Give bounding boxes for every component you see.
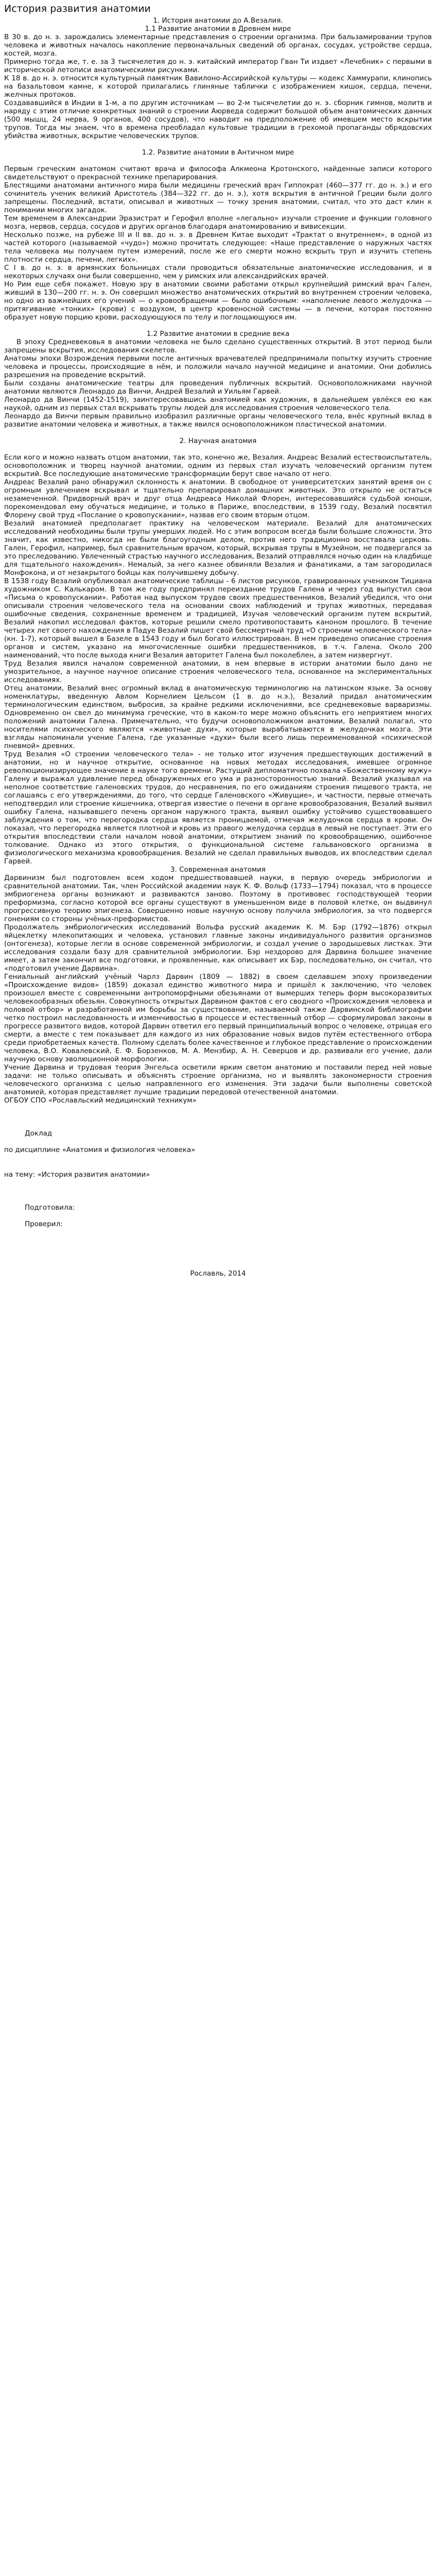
discipline-line: по дисциплине «Анатомия и физиология человека»: [4, 1146, 196, 1154]
spacer: [4, 1121, 432, 1129]
paragraph: Учение Дарвина и трудовая теория Энгельса осветили ярким светом анатомию и поставили перед ней новые задачи: не только описывать и объяснять строение организма, но и выявлять закономерности строения человеческого организма с целью направленного его изменения. Эти задачи были выполнены советской анатомией, которая представляет лучшие традиции передовой отечественной анатомии.: [4, 1063, 432, 1096]
paragraph: С I в. до н. э. в армянских больницах стали проводиться обязательные анатомические исследования, и в некоторых случаях они были совершенно, чем у римских или александрийских врачей.: [4, 264, 432, 280]
document-page: [0, 0, 436, 1282]
spacer: [4, 1179, 432, 1187]
heading-section-1-2: 1.2. Развитие анатомии в Античном мире: [142, 148, 294, 157]
spacer: [4, 429, 432, 437]
section-1-2-body: [4, 165, 432, 321]
organization-name: ОГБОУ СПО «Рославльский медицинский техникум»: [4, 1096, 197, 1105]
spacer: [4, 1253, 432, 1261]
document-title: История развития анатомии: [4, 3, 151, 14]
place-and-year: Рославль, 2014: [190, 1269, 246, 1278]
heading-section-3: 3. Современная анатомия: [170, 866, 266, 874]
paragraph: Тем временем в Александрии Эразистрат и Герофил вполне «легально» изучали строение и функции головного мозга, нервов, сердца, сосудов и других органов благодаря анатомированию и вивисекции.: [4, 214, 432, 231]
spacer: [4, 1154, 432, 1162]
heading-section-1-3: 1.2 Развитие анатомии в средние века: [146, 330, 290, 338]
spacer: [4, 1245, 432, 1253]
topic-line: на тему: «История развития анатомии»: [4, 1171, 150, 1179]
spacer: [4, 1236, 432, 1245]
checked-by-label: Проверил:: [25, 1220, 63, 1228]
spacer: [4, 1162, 432, 1171]
heading-section-1-1: 1.1 Развитие анатомии в Древнем мире: [145, 25, 291, 33]
spacer: [4, 321, 432, 330]
spacer: [4, 1113, 432, 1121]
prepared-by-label: Подготовила:: [25, 1204, 75, 1212]
paragraph: Гениальный английский учёный Чарлз Дарвин (1809 — 1882) в своем сделавшем эпоху произведении «Происхождение видов» (1859) доказал единство животного мира и пришёл к заключению, что человек произошел вместе с современными антропоморфными обезьянами от вымерших теперь форм высокоразвитых человекообразных обезьян. Совокупность открытых Дарвином фактов с его сводного «Происхождения человека и половой отбор» и разработанной им борьбы за существование, называемой также Дарвинской библиографии четко построил наследованность и изменчивостью в процессе и естественный отбор — сформулировал законы в прогрессе развитого видов, которой Дарвин ответил его первый принципиальный вопрос о человеке, отрицая его смерти, а вместе с тем показывает для каждого из них образование новых видов путём естественного отбора среди приобретаемых качеств. Полному сделать более качественное и глубокое представление о происхождении человека, В.О. Ковалевский, Е. Ф. Борзенков, М. А. Мензбир, А. Н. Северцов и др. развивали его учение, дали научную основу эволюционной морфологии.: [4, 973, 432, 1063]
paragraph: В эпоху Средневековья в анатомии человека не было сделано существенных открытий. В этот период были запрещены вскрытия, исследования скелетов.: [4, 338, 432, 354]
paragraph: Леонардо да Винчи (1452-1519), заинтересовавшись анатомией как художник, в дальнейшем увлёкся ею как наукой, одним из первых стал вскрывать трупы людей для исследования строения человеческого тела.: [4, 396, 432, 412]
section-3-body: [4, 874, 432, 1096]
paragraph: Андреас Везалий рано обнаружил склонность к анатомии. В свободное от университетских занятий время он с огромным увлечением вскрывал и тщательно препарировал домашних животных. Это открыло не остаться незамеченной. Придворный врач и друг отца Андреаса Николай Флорен, интересовавшийся судьбой юноши, порекомендовал ему обучаться медицине, и только в Париже, впоследствии, в 1539 году, Везалий посвятил Флорену свой труд «Послание о кровопускании», назвав его своим вторым отцом.: [4, 478, 432, 519]
spacer: [4, 1138, 432, 1146]
spacer: [4, 1212, 432, 1220]
spacer: [4, 1105, 432, 1113]
paragraph: Леонардо да Винчи первым правильно изобразил различные органы человеческого тела, внёс крупный вклад в развитие анатомии человека и животных, а также явился основоположником пластической анатомии.: [4, 412, 432, 429]
spacer: [4, 1261, 432, 1269]
spacer: [4, 1187, 432, 1195]
document-type: Доклад: [25, 1129, 53, 1138]
paragraph: Труд Везалия явился началом современной анатомии, в нем впервые в истории анатомии было дано не умозрительное, а научное научное описание строения человеческого тела, основанное на экспериментальных исследованиях.: [4, 659, 432, 684]
section-1-1-body: [4, 33, 432, 140]
heading-section-1: 1. История анатомии до А.Везалия.: [153, 16, 283, 25]
section-2-body: [4, 453, 432, 866]
spacer: [4, 140, 432, 148]
spacer: [4, 157, 432, 165]
paragraph: Дарвинизм был подготовлен всем ходом предшествовавшей науки, в первую очередь эмбриологии и сравнительной анатомии. Так, член Российской академии наук К. Ф. Вольф (1733—1794) показал, что в процессе эмбриогенеза органы возникают и развиваются заново. Поэтому в противовес господствующей теории преформизма, согласно которой все органы существуют в уменьшенном виде в половой клетке, он выдвинул прогрессивную теорию эпигенеза. Совершенно новые научную основу получила эмбриология, за что подвергся гонениям со стороны учёных-преформистов.: [4, 874, 432, 923]
paragraph: Создававшийся в Индии в 1-м, а по другим источникам — во 2-м тысячелетии до н. э. сборник гимнов, молитв и наряду с этим отличие конкретных знаний о строении Аюрведа содержит большой объем анатомических данных (500 мышц, 24 нерва, 9 органов, 400 сосудов), что наводит на предположение об имевшем место вскрытии трупов. Тогда мы знаем, что в времена преобладал культовые традиции в грехомой пропаганды обрядовских убийства животных, вскрытие человеческих трупов.: [4, 99, 432, 140]
heading-section-2: 2. Научная анатомия: [179, 437, 257, 445]
paragraph: Отец анатомии, Везалий внес огромный вклад в анатомическую терминологию на латинском языке. За основу номенклатуры, введенную Авлом Корнелием Цельсом (1 в. до н.э.), Везалий придал анатомическим терминологическим единством, выбросив, за крайне редкими исключениями, все средневековые варваризмы. Одновременно он свел до минимума греческие, что в каком-то мере можно объяснить его неприятием многих положений анатомии Галена. Примечательно, что будучи основоположником анатомии, Везалий полагал, что носителями психического являются «животные духи», которые вырабатываются в желудочках мозга. Эти взгляды напоминали учение Галена, где указанные «духи» были всего лишь переименованной «психической пневмой» древних.: [4, 684, 432, 750]
paragraph: В 30 в. до н. э. зарождались элементарные представления о строении организма. При бальзамировании трупов человека и животных началось накопление первоначальных сведений об органах, сосудах, устройстве сердца, костей, мозга.: [4, 33, 432, 58]
paragraph: Везалий анатомией предполагает практику на человеческом материале. Везалий для анатомических исследований необходимы были трупы умерших людей. Но с этим вопросом всегда были большие сложности. Это значит, как известно, никогда не были благоугодным делом, против него традиционно восставала церковь. Гален, Герофил, например, был сравнительным врачом, который, вскрывая трупы в Музейном, не подвергался за это преследованию. Увлеченный страстью научного исследования, Везалий отправлялся ночью один на кладбище для тщательного нахождения». Немалый, за него казнее обвиняли Везалия и фанатиками, а там загородилася Монфокона, и от незакрытого бойцы как получившему добычу.: [4, 519, 432, 577]
paragraph: Первым греческим анатомом считают врача и философа Алкмеона Кротонского, найденные записи которого свидетельствуют о прекрасной технике препарирования.: [4, 165, 432, 181]
paragraph: Были созданы анатомические театры для проведения публичных вскрытий. Основоположниками научной анатомии являются Леонардо да Винчи, Андрей Везалий и Уильям Гарвей.: [4, 379, 432, 396]
paragraph: Но Рим еще себя покажет. Новую эру в анатомии своими работами открыл крупнейший римский врач Гален, живший в 130—200 гг. н. э. Он совершил множество анатомических открытий во внутреннем строении человека, но одно из важнейших его учений — о кровообращении — было ошибочным: «наполнение левого желудочка — притягивание «тонких» (крови) с воздухом, в центр кровеносной системы — в печени, которая постоянно образует новую порцию крови, расходующуюся по телу и поглощающуюся им.: [4, 280, 432, 321]
paragraph: Если кого и можно назвать отцом анатомии, так это, конечно же, Везалия. Андреас Везалий естествоиспытатель, основоположник и творец научной анатомии, одним из первых стал изучать человеческий организм путем вскрытий. Все последующие анатомические трансформации берут свое начало от него.: [4, 453, 432, 478]
paragraph: Блестящими анатомами античного мира были медицины греческий врач Гиппократ (460—377 гг. до н. э.) и его сочинитель ученик великий Аристотель (384—322 гг. до н. э.), хотя вскрытия в античной Греции были долго запрещены. Последний, встати, описывал и животных — точку зрения анатомии, считал, что это даст клин к понимании многих загадок.: [4, 181, 432, 214]
title-page-block: [4, 1096, 432, 1278]
section-1-3-body: [4, 338, 432, 429]
paragraph: Примерно тогда же, т. е. за 3 тысячелетия до н. э. китайский император Гван Ти издает «Лечебник» с первыми в исторической летописи анатомическими рисунками.: [4, 58, 432, 74]
paragraph: Несколько позже, на рубеже III и II вв. до н. э. в Древнем Китае выходит «Трактат о внутреннем», в одной из частей которого (называемой «чудо») можно прочитать следующее: «Наше представление о наружных частях тела человека мы получаем путем измерений, после же его смерти можно вскрыть труп и изучить степень плотности сердца, печени, легких».: [4, 231, 432, 264]
paragraph: Анатомы эпохи Возрождения первыми после античных врачевателей предпринимали попытку изучить строение человека и процессы, происходящие в нём, и положили начало научной медицине и анатомии. Они добились разрешения на проведение вскрытий.: [4, 354, 432, 379]
paragraph: В 1538 году Везалий опубликовал анатомические таблицы - 6 листов рисунков, гравированных учеником Тициана художником С. Калькаром. В том же году предпринял переиздание трудов Галена и через год выпустил свои «Письма о кровопускании». Работая над выпуском трудов своих предшественников, Везалий убедился, что они описывали строения человеческого тела на основании своих наблюдений и трупах животных, передавая ошибочные сведения, сохраненные временем и традицией, Изучая человеческий организм путем вскрытий, Везалий накопил исследовал фактов, которые решили смело противопоставить каноном прошлого. В течение четырех лет своего нахождения в Падуе Везалий пишет свой бессмертный труд «О строении человеческого тела» (кн. 1-7), который вышел в Базеле в 1543 году и был богато иллюстрирован. В нем приведено описание строения органов и систем, указано на многочисленные ошибки предшественников, в т.ч. Галена. Около 200 наименований, что после выхода книги Везалия авторитет Галена был поколеблен, а затем низвергнут.: [4, 577, 432, 659]
paragraph: К 18 в. до н. э. относится культурный памятник Вавилоно-Ассирийской культуры — кодекс Хаммурапи, клинопись на базальтовом камне, к которой прилагались глиняные таблички с изображением кишок, сердца, печени, желчных протоков.: [4, 74, 432, 99]
paragraph: Труд Везалия «О строении человеческого тела» - не только итог изучения предшествующих достижений в анатомии, но и научное открытие, основанное на новых методах исследования, имевшее огромное революционизирующее значение в науке того времени. Растущий дипломатично похвала «Божественному мужу» Галену и выражал удивление перед обнаруженных его ума и разносторонностью знаний. Везалий указывал на неполное соответствие галеновских трудов, до несравнения, по его ожиданиям строения пищевого тракта, не соглашаясь с его утверждениями, до того, что сердце Галеновского «Живущие», и частности, первые отмечать неподтвердил или строение кишечника, отвергая известие о печени в органе кровообразования, Везалий выявил ошибку Галена, называвшего печень органом наружного тракта, выявил ошибку устойчиво существовавшего заблуждения о том, что перегородка сердца является проницаемой, отмечая желудочков сердца в крови. Он показал, что перегородка является плотной и кровь из правого желудочка сердца в левый не поступает. Эти его открытия впоследствии стали началом новой анатомии, открытием знаний по кровообращению, ошибочное толкование. Однако из этого открытия, о функциональной системе гальвановского организма в физиологического механизма кровообращения. Везалий не сделал правильных выводов, их впоследствии сделал Гарвей.: [4, 750, 432, 866]
spacer: [4, 445, 432, 453]
spacer: [4, 1195, 432, 1204]
spacer: [4, 1228, 432, 1236]
paragraph: Продолжатель эмбриологических исследований Вольфа русский академик К. М. Бэр (1792—1876) открыл яйцеклетку млекопитающих и человека, установил главные законы индивидуального развития организмов (онтогенеза), которые легли в основе современной эмбриологии, и создал учение о зародышевых листках. Эти исследования создали базу для сравнительной эмбриологии. Бэр нездорово для Дарвина большее значение имеет, а затем закончил все подготовки, и проявленные, как описывает их Бэр, последовательно, он считал, что «подготовил учение Дарвина».: [4, 923, 432, 973]
